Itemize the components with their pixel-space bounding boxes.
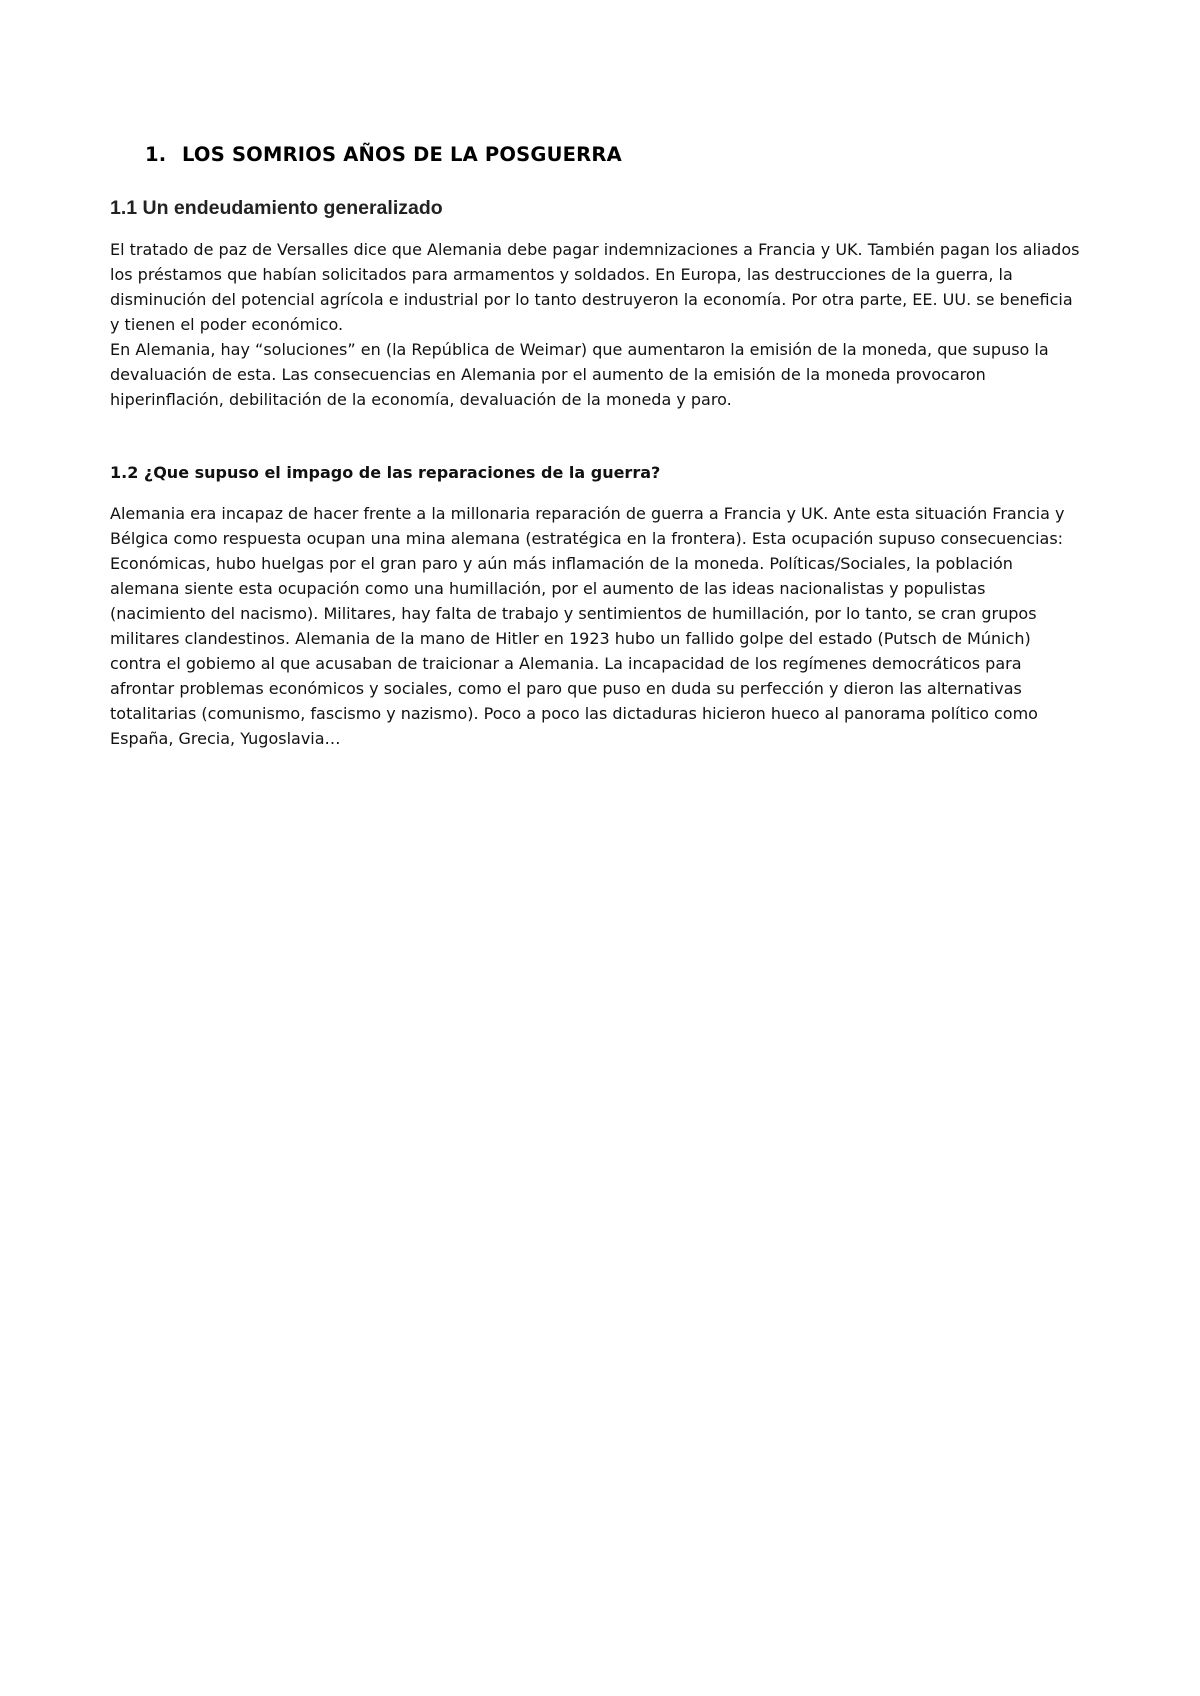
subsection-1-title: 1.1 Un endeudamiento generalizado (110, 197, 443, 219)
section-number: 1. (145, 143, 167, 166)
paragraph-line: devaluación de esta. Las consecuencias en Alemania por el aumento de la emisión de la moneda provocaron (110, 365, 986, 384)
paragraph-line: militares clandestinos. Alemania de la mano de Hitler en 1923 hubo un fallido golpe del estado (Putsch de Múnich) (110, 629, 1031, 648)
paragraph-line: hiperinflación, debilitación de la economía, devaluación de la moneda y paro. (110, 390, 732, 409)
paragraph-line: totalitarias (comunismo, fascismo y nazismo). Poco a poco las dictaduras hicieron hueco al panorama político como (110, 704, 1038, 723)
section-title: LOS SOMRIOS AÑOS DE LA POSGUERRA (182, 143, 622, 166)
document-body (110, 140, 1095, 751)
paragraph-line: y tienen el poder económico. (110, 315, 344, 334)
subsection-1-paragraph (110, 237, 1095, 412)
section-heading (145, 140, 1095, 170)
paragraph-line: afrontar problemas económicos y sociales, como el paro que puso en duda su perfección y dieron las alternativas (110, 679, 1022, 698)
paragraph-line: Alemania era incapaz de hacer frente a la millonaria reparación de guerra a Francia y UK. Ante esta situación Francia y (110, 504, 1065, 523)
paragraph-line: (nacimiento del nacismo). Militares, hay falta de trabajo y sentimientos de humillación, por lo tanto, se cran grupos (110, 604, 1037, 623)
paragraph-line: los préstamos que habían solicitados para armamentos y soldados. En Europa, las destrucciones de la guerra, la (110, 265, 1013, 284)
paragraph-line: Económicas, hubo huelgas por el gran paro y aún más inflamación de la moneda. Políticas/Sociales, la población (110, 554, 1013, 573)
subsection-2-paragraph (110, 501, 1095, 751)
paragraph-line: En Alemania, hay “soluciones” en (la República de Weimar) que aumentaron la emisión de la moneda, que supuso la (110, 340, 1049, 359)
subsection-2-title: 1.2 ¿Que supuso el impago de las reparaciones de la guerra? (110, 463, 661, 482)
paragraph-line: disminución del potencial agrícola e industrial por lo tanto destruyeron la economía. Por otra parte, EE. UU. se beneficia (110, 290, 1073, 309)
paragraph-line: contra el gobiemo al que acusaban de traicionar a Alemania. La incapacidad de los regímenes democráticos para (110, 654, 1022, 673)
paragraph-line: El tratado de paz de Versalles dice que Alemania debe pagar indemnizaciones a Francia y UK. También pagan los aliados (110, 240, 1080, 259)
paragraph-line: alemana siente esta ocupación como una humillación, por el aumento de las ideas nacionalistas y populistas (110, 579, 986, 598)
paragraph-line: Bélgica como respuesta ocupan una mina alemana (estratégica en la frontera). Esta ocupación supuso consecuencias: (110, 529, 1064, 548)
paragraph-line: España, Grecia, Yugoslavia… (110, 729, 341, 748)
